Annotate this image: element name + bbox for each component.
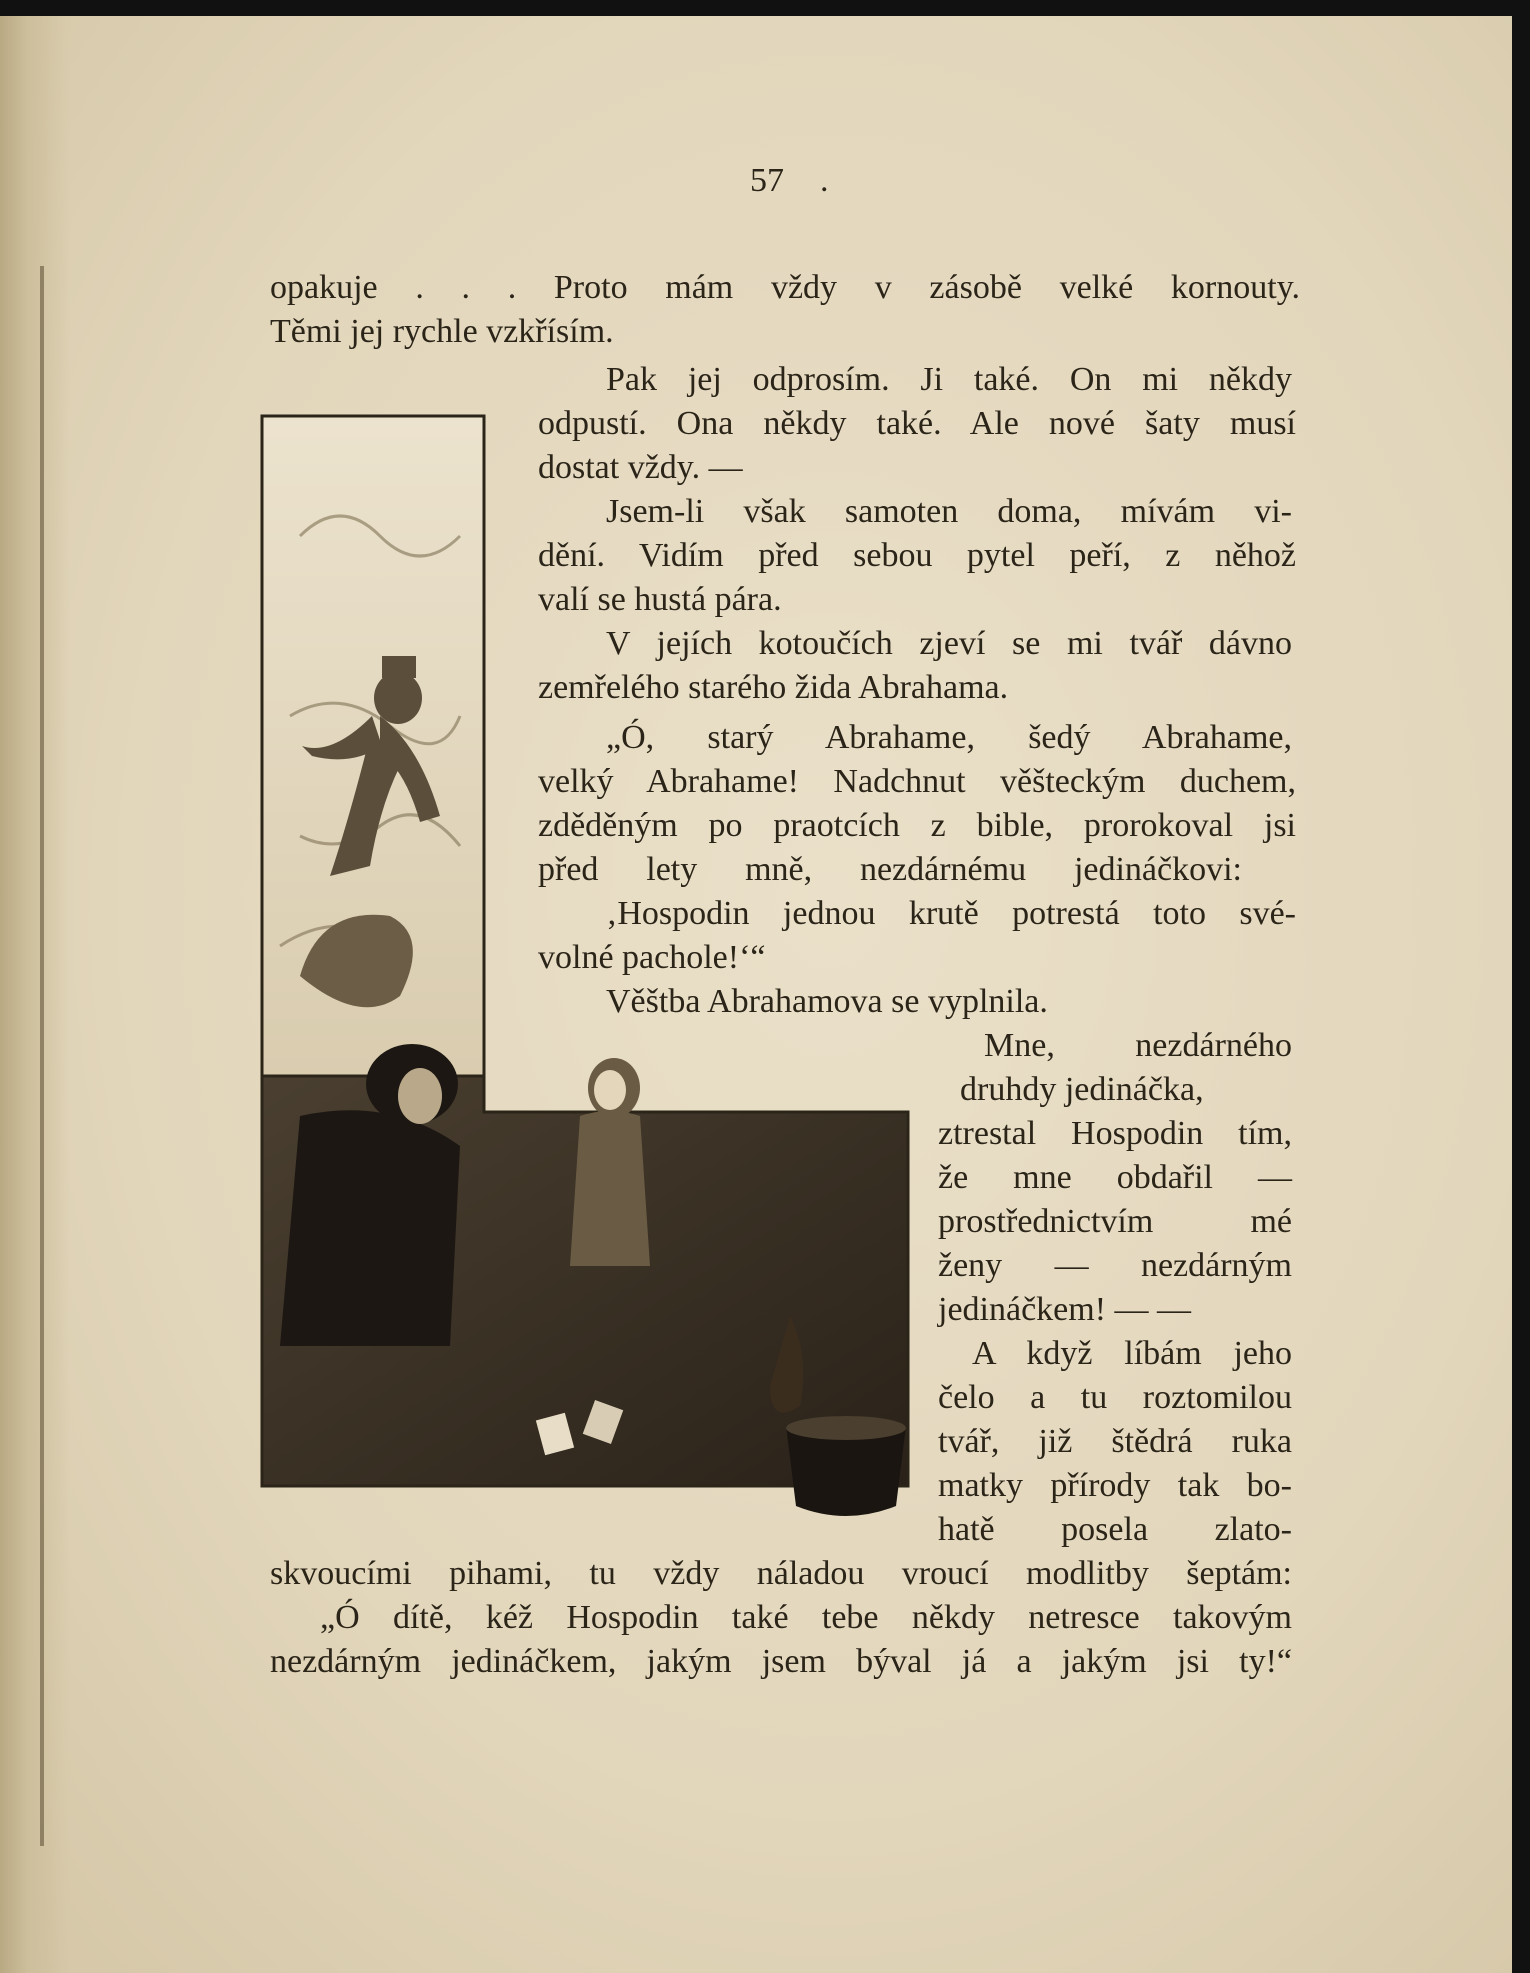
text-line-14: před lety mně, nezdárnému jedináčkovi:	[538, 851, 1242, 888]
text-line-3: Pak jej odprosím. Ji také. On mi někdy	[606, 361, 1292, 398]
child-face	[594, 1070, 626, 1110]
text-line-1: opakuje . . . Proto mám vždy v zásobě velké kornouty.	[270, 269, 1300, 306]
text-line-30: skvoucími pihami, tu vždy náladou vroucí modlitby šeptám:	[270, 1555, 1292, 1592]
text-line-32: nezdárným jedináčkem, jakým jsem býval já a jakým jsi ty!“	[270, 1643, 1292, 1680]
text-line-13: zděděným po praotcích z bible, prorokoval jsi	[538, 807, 1296, 844]
text-line-16: volné pachole!‘“	[538, 939, 766, 976]
text-line-9: V jejích kotoučích zjeví se mi tvář dávno	[606, 625, 1292, 662]
text-line-7: dění. Vidím před sebou pytel peří, z něhož	[538, 537, 1296, 574]
text-line-4: odpustí. Ona někdy také. Ale nové šaty musí	[538, 405, 1296, 442]
text-line-27: tvář, již štědrá ruka	[938, 1423, 1292, 1460]
text-line-28: matky přírody tak bo-	[938, 1467, 1292, 1504]
text-line-5: dostat vždy. —	[538, 449, 743, 486]
page-number-mark: .	[820, 162, 829, 199]
text-line-21: že mne obdařil —	[938, 1159, 1292, 1196]
text-line-20: ztrestal Hospodin tím,	[938, 1115, 1292, 1152]
text-line-18: Mne, nezdárného	[984, 1027, 1292, 1064]
text-line-12: velký Abrahame! Nadchnut věšteckým duchem,	[538, 763, 1296, 800]
text-line-8: valí se hustá pára.	[538, 581, 782, 618]
text-line-19: druhdy jedináčka,	[960, 1071, 1204, 1108]
text-line-6: Jsem-li však samoten doma, mívám vi-	[606, 493, 1292, 530]
text-line-22: prostřednictvím mé	[938, 1203, 1292, 1240]
book-page	[0, 16, 1512, 1973]
text-line-25: A když líbám jeho	[972, 1335, 1292, 1372]
text-line-26: čelo a tu roztomilou	[938, 1379, 1292, 1416]
text-line-31: „Ó dítě, kéž Hospodin také tebe někdy netresce takovým	[320, 1599, 1292, 1636]
page-number: 57	[750, 162, 784, 199]
pot-rim	[786, 1416, 906, 1440]
text-line-23: ženy — nezdárným	[938, 1247, 1292, 1284]
father-face	[398, 1068, 442, 1124]
text-line-29: hatě posela zlato-	[938, 1511, 1292, 1548]
text-line-24: jedináčkem! — —	[938, 1291, 1192, 1328]
text-line-11: „Ó, starý Abrahame, šedý Abrahame,	[606, 719, 1292, 756]
text-line-15: ‚Hospodin jednou krutě potrestá toto své-	[606, 895, 1296, 932]
text-line-10: zemřelého starého žida Abrahama.	[538, 669, 1009, 706]
text-line-2: Těmi jej rychle vzkřísím.	[270, 313, 614, 350]
text-line-17: Věštba Abrahamova se vyplnila.	[606, 983, 1048, 1020]
